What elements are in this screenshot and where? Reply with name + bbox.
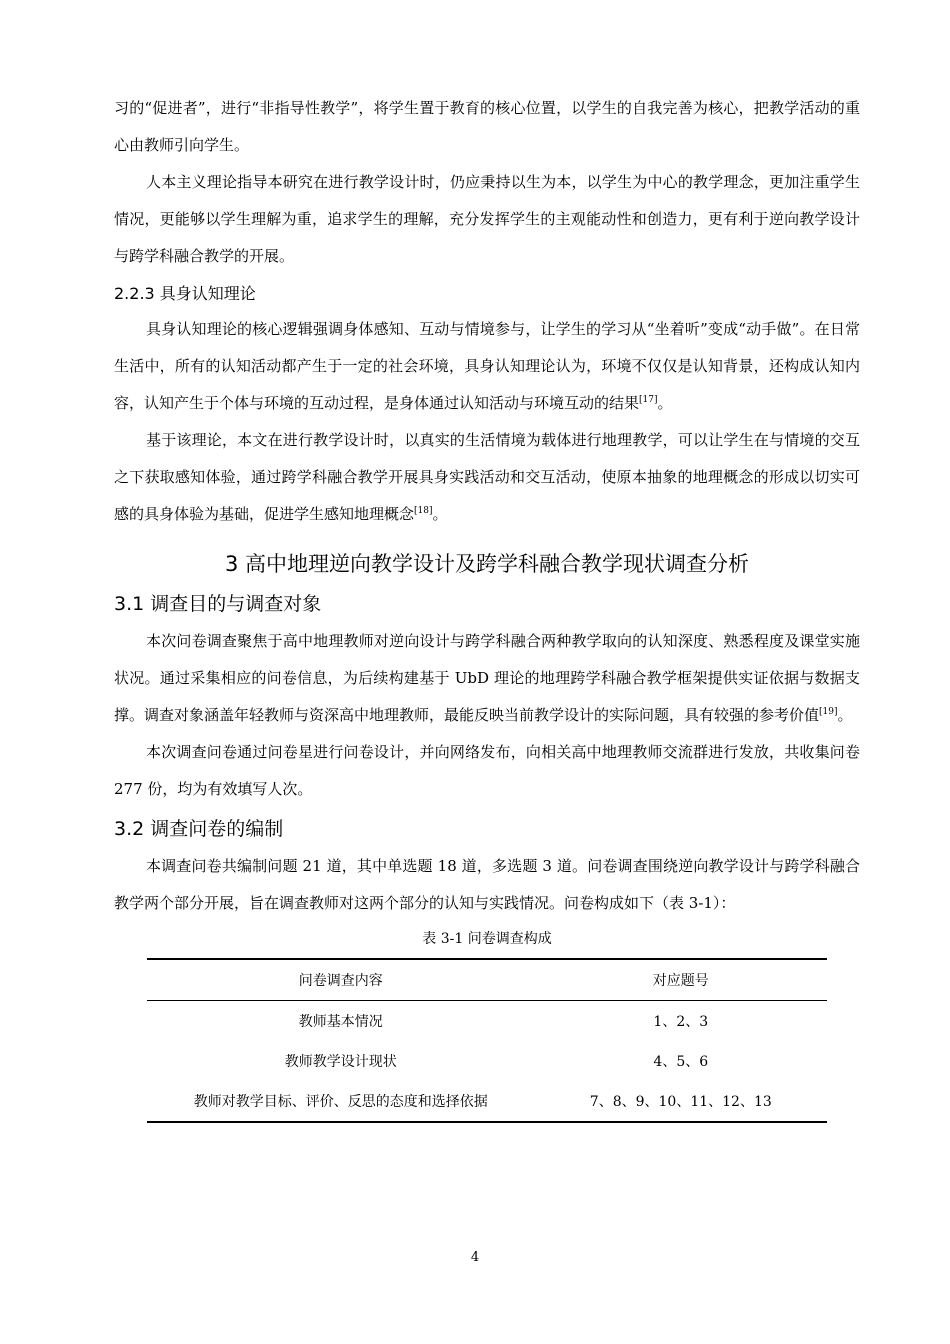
- document-page: [114, 90, 860, 1123]
- section-heading-2-2-3: 2.2.3 具身认知理论: [114, 284, 256, 303]
- paragraph-end: 。: [657, 394, 673, 412]
- table-caption: 表 3-1 问卷调查构成: [422, 931, 552, 947]
- paragraph-survey-distribution: [114, 734, 860, 808]
- citation: [18]: [414, 506, 433, 516]
- paragraph-continued: [114, 90, 860, 164]
- citation: [19]: [819, 707, 838, 717]
- table-cell: 教师对教学目标、评价、反思的态度和选择依据: [147, 1081, 535, 1122]
- section-heading-3-2: 3.2 调查问卷的编制: [114, 818, 284, 840]
- table-cell: 教师基本情况: [298, 1014, 383, 1030]
- paragraph-text: 本次问卷调查聚焦于高中地理教师对逆向设计与跨学科融合两种教学取向的认知深度、熟悉程度及课堂实施状况。通过采集相应的问卷信息，为后续构建基于 UbD 理论的地理跨学科融合教学框架提供实证依据与数据支撑。调查对象涵盖年轻教师与资深高中地理教师，最能反映当前教学设计的实际问题，具有较强的参考价值: [114, 632, 860, 724]
- paragraph-text: 基于该理论，本文在进行教学设计时，以真实的生活情境为载体进行地理教学，可以让学生在与情境的交互之下获取感知体验，通过跨学科融合教学开展具身实践活动和交互活动，使原本抽象的地理概念的形成以切实可感的具身体验为基础，促进学生感知地理概念: [114, 431, 860, 523]
- paragraph-text: 本次调查问卷通过问卷星进行问卷设计，并向网络发布，向相关高中地理教师交流群进行发放，共收集问卷 277 份，均为有效填写人次。: [114, 743, 860, 798]
- table-header-row: [147, 959, 827, 1001]
- survey-composition-table: [147, 958, 827, 1123]
- paragraph-end: 。: [432, 505, 448, 523]
- table-row: [147, 1041, 827, 1081]
- paragraph-theory-application: [114, 422, 860, 533]
- paragraph-survey-composition: [114, 848, 860, 922]
- paragraph-text: 本调查问卷共编制问题 21 道，其中单选题 18 道，多选题 3 道。问卷调查围绕逆向教学设计与跨学科融合教学两个部分开展，旨在调查教师对这两个部分的认知与实践情况。问卷构成如下（表 3-1）：: [114, 857, 860, 912]
- paragraph-survey-purpose: [114, 623, 860, 734]
- chapter-heading-3: 3 高中地理逆向教学设计及跨学科融合教学现状调查分析: [224, 552, 750, 576]
- citation: [17]: [639, 395, 658, 405]
- table-cell: 4、5、6: [653, 1054, 709, 1070]
- table-cell: 7、8、9、10、11、12、13: [535, 1081, 827, 1122]
- paragraph-text: 人本主义理论指导本研究在进行教学设计时，仍应秉持以生为本，以学生为中心的教学理念，更加注重学生情况，更能够以学生理解为重，追求学生的理解，充分发挥学生的主观能动性和创造力，更有利于逆向教学设计与跨学科融合教学的开展。: [114, 173, 860, 265]
- paragraph-embodied-cognition: [114, 311, 860, 422]
- table-row: [147, 1001, 827, 1042]
- paragraph-humanism: [114, 164, 860, 275]
- section-heading-3-1: 3.1 调查目的与调查对象: [114, 593, 322, 615]
- table-header-cell: 对应题号: [535, 959, 827, 1001]
- table-header-cell: 问卷调查内容: [147, 959, 535, 1001]
- paragraph-text: 习的“促进者”，进行“非指导性教学”，将学生置于教育的核心位置，以学生的自我完善为核心，把教学活动的重心由教师引向学生。: [114, 99, 860, 154]
- table-row: [147, 1081, 827, 1122]
- page-number: 4: [470, 1250, 480, 1265]
- paragraph-text: 具身认知理论的核心逻辑强调身体感知、互动与情境参与，让学生的学习从“坐着听”变成“动手做”。在日常生活中，所有的认知活动都产生于一定的社会环境，具身认知理论认为，环境不仅仅是认知背景，还构成认知内容，认知产生于个体与环境的互动过程，是身体通过认知活动与环境互动的结果: [114, 320, 860, 412]
- table-cell: 1、2、3: [653, 1014, 709, 1030]
- table-cell: 教师教学设计现状: [284, 1054, 397, 1070]
- paragraph-end: 。: [837, 706, 853, 724]
